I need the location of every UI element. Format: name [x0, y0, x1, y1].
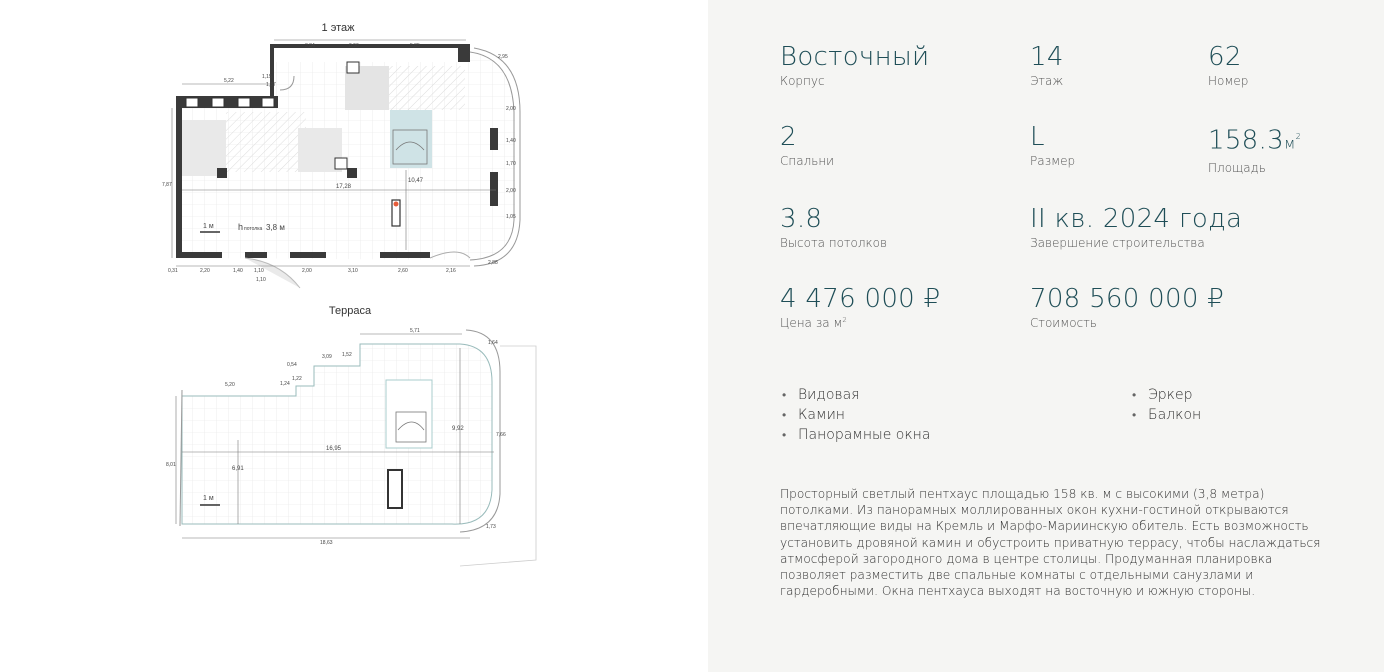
- stat-number: [1208, 42, 1248, 88]
- dim-label: 5,20: [225, 382, 235, 388]
- dim-label: 1,40: [506, 138, 516, 144]
- bedrooms-label: Спальни: [780, 154, 835, 168]
- dim-label: 5,22: [224, 78, 234, 84]
- ceiling-sub: потолка: [244, 226, 263, 232]
- dim-label: 2,00: [302, 268, 312, 274]
- ceiling-value: 3,8 м: [266, 223, 285, 232]
- dim-label: 16,95: [326, 446, 342, 452]
- floor-plan-title: 1 этаж: [321, 22, 355, 34]
- dim-label: 1,37: [266, 82, 276, 88]
- size-value: L: [1030, 122, 1045, 152]
- area-value: $158.3м^2$: [1208, 125, 1301, 156]
- stat-price-per-m2: [780, 284, 940, 330]
- completion-label: Завершение строительства: [1030, 236, 1205, 250]
- terrace-plan-title: Терраса: [328, 305, 372, 317]
- area-label: Площадь: [1208, 160, 1266, 175]
- feature-item: • Эркер: [1130, 385, 1201, 405]
- building-label: Корпус: [780, 74, 825, 88]
- area-unit: м: [1283, 134, 1296, 153]
- feature-item: • Панорамные окна: [780, 425, 930, 445]
- size-label: Размер: [1030, 154, 1076, 168]
- feature-item: • Балкон: [1130, 405, 1201, 425]
- number-label: Номер: [1208, 74, 1249, 88]
- building-value: Восточный: [780, 42, 930, 72]
- floor-value: 14: [1030, 42, 1064, 72]
- dim-label: 0,96: [349, 43, 359, 49]
- dim-label: 2,20: [200, 268, 210, 274]
- dim-label: 1,15: [262, 74, 272, 80]
- dim-label: 9,92: [452, 426, 464, 432]
- feature-item: • Камин: [780, 405, 930, 425]
- dim-label: 2,00: [506, 106, 516, 112]
- dim-label: 2,88: [488, 260, 498, 266]
- dim-label: 3,09: [322, 354, 332, 360]
- apartment-description: Просторный светлый пентхаус площадью 158 кв. м с высокими (3,8 метра) потолками. Из панорамных моллированных окон кухни-гостиной открываются впечатляющие виды на Кремль и Марфо-Мариинскую обитель. Есть возможность установить дровяной камин и обустроить приватную террасу, чтобы наслаждаться атмосферой загородного дома в центре столицы. Продуманная планировка позволяет разместить две спальные комнаты с отдельными санузлами и гардеробными. Окна пентхауса выходят на восточную и южную стороны.: [780, 487, 1321, 599]
- dim-label: 5,85: [410, 43, 420, 49]
- floor-label: Этаж: [1030, 74, 1064, 88]
- dim-label: 7,87: [162, 182, 172, 188]
- dim-label: 2,60: [398, 268, 408, 274]
- completion-value: II кв. 2024 года: [1030, 204, 1243, 234]
- dim-label: 2,16: [446, 268, 456, 274]
- ceiling-label: Высота потолков: [780, 236, 888, 250]
- stat-building: [780, 42, 929, 88]
- dim-label: 7,66: [496, 432, 506, 438]
- dim-label: 1,64: [488, 340, 498, 346]
- terrace-plan: [176, 330, 536, 566]
- dim-label: 17,28: [336, 184, 352, 190]
- stat-bedrooms: [780, 122, 834, 168]
- total-price-value: 708 560 000 ₽: [1030, 284, 1225, 314]
- stat-size: [1030, 122, 1075, 168]
- dim-label: 0,54: [287, 362, 297, 368]
- scale-label: 1 м: [203, 495, 214, 502]
- dim-label: 3,10: [348, 268, 358, 274]
- scale-label: 1 м: [203, 223, 214, 230]
- dim-label: 1,73: [486, 524, 496, 530]
- features-list-right: [1130, 385, 1201, 425]
- dim-label: 1,24: [280, 381, 290, 387]
- dim-label: 6,91: [232, 466, 244, 472]
- dim-label: 8,01: [166, 462, 176, 468]
- dim-label: 1,40: [233, 268, 243, 274]
- dim-label: 10,47: [408, 178, 424, 184]
- dim-label: 5,71: [410, 328, 420, 334]
- dim-label: 1,10: [256, 277, 266, 283]
- dim-label: 1,05: [506, 214, 516, 220]
- stat-total-price: [1030, 284, 1224, 330]
- dim-label: 1,52: [342, 352, 352, 358]
- dim-label: 3,84: [305, 43, 315, 49]
- total-price-label: Стоимость: [1030, 316, 1097, 330]
- ceiling-value: 3.8: [780, 204, 823, 234]
- number-value: 62: [1208, 42, 1242, 72]
- dim-label: 0,31: [168, 268, 178, 274]
- price-m2-label: Цена за $м^2$: [780, 316, 847, 330]
- stat-completion: [1030, 204, 1242, 250]
- dim-label: 18,63: [320, 540, 333, 546]
- dim-label: 2,00: [506, 188, 516, 194]
- features-list-left: [780, 385, 930, 445]
- stat-area: [1208, 122, 1301, 175]
- feature-item: • Видовая: [780, 385, 930, 405]
- stat-floor: [1030, 42, 1064, 88]
- ceiling-h: h: [238, 222, 244, 232]
- bedrooms-value: 2: [780, 122, 797, 152]
- dim-label: 2,95: [498, 54, 508, 60]
- stat-ceiling: [780, 204, 887, 250]
- dim-label: 1,10: [254, 268, 264, 274]
- price-m2-value: 4 476 000 ₽: [780, 284, 941, 314]
- dim-label: 1,22: [292, 376, 302, 382]
- dim-label: 1,70: [506, 161, 516, 167]
